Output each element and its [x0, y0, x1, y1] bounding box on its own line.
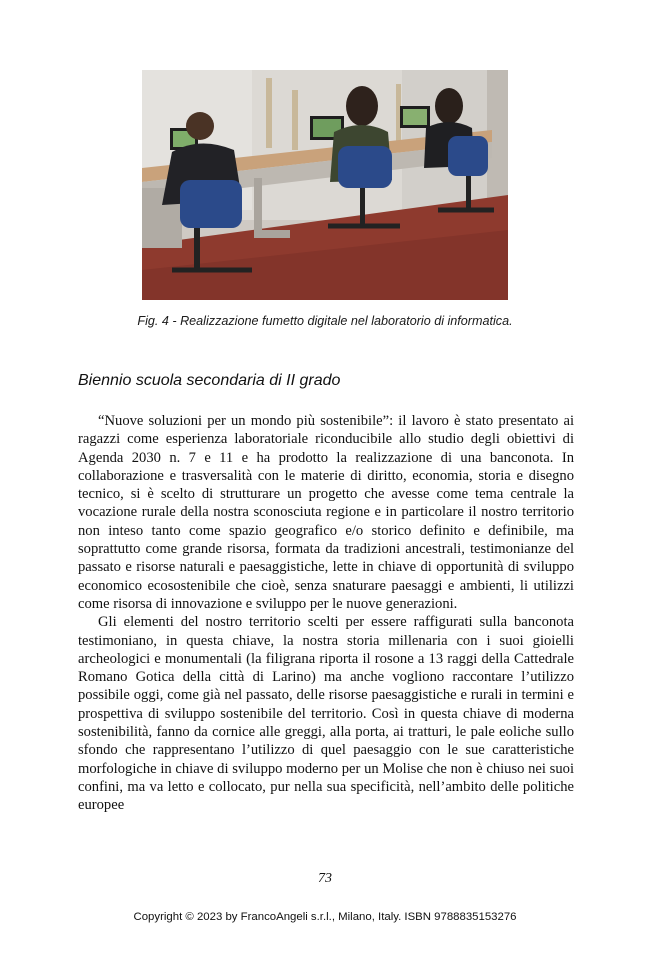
body-text — [78, 412, 574, 815]
figure-photo-computer-lab — [142, 70, 508, 300]
section-heading: Biennio scuola secondaria di II grado — [78, 372, 341, 389]
page-number: 73 — [318, 871, 332, 886]
paragraph: Gli elementi del nostro territorio scelti per essere raffigurati sulla banconota testimoniano, in questa chiave, la nostra storia millenaria con i suoi gioielli archeologici e monumentali (la filigrana riporta il rosone a 13 raggi della Cattedrale Romano Gotica della città di Larino) ma anche vogliono raccontare l’utilizzo possibile oggi, come già nel passato, delle risorse paesaggistiche e rurali in termini e prospettiva di sviluppo sostenibile del territorio. Così in questa chiave di moderna sostenibilità, fanno da cornice alle greggi, alla porta, ai tratturi, le pale eoliche sullo sfondo che rappresentano l’utilizzo di quel paesaggio con le sue caratteristiche morfologiche in chiave di sviluppo moderno per un Molise che non è chiuso nei suoi confini, ma va letto e collocato, pur nella sua specificità, nell’ambito delle politiche europee — [78, 614, 574, 814]
lab-photo-illustration — [142, 70, 508, 300]
paragraph: “Nuove soluzioni per un mondo più sostenibile”: il lavoro è stato presentato ai ragazzi come esperienza laboratoriale riconducibile allo studio degli obiettivi di Agenda 2030 n. 7 e 11 e ha prodotto la realizzazione di una banconota. In collaborazione e trasversalità con le materie di diritto, economia, storia e disegno tecnico, si è scelto di strutturare un progetto che avesse come tema centrale la vocazione rurale della nostra sconosciuta regione e in particolare il nostro territorio non inteso tanto come spazio geografico e/o storico definito e definibile, ma soprattutto come grande risorsa, formata da tradizioni ancestrali, testimonianze del passato e risorse naturali e paesaggistiche, lette in chiave di opportunità di sviluppo economico ecosostenibile che cioè, senza snaturare paesaggi e ambienti, li utilizzi come risorsa di innovazione e sviluppo per le nuove generazioni. — [78, 413, 574, 612]
figure-caption: Fig. 4 - Realizzazione fumetto digitale nel laboratorio di informatica. — [137, 314, 513, 328]
copyright-notice: Copyright © 2023 by FrancoAngeli s.r.l., Milano, Italy. ISBN 9788835153276 — [133, 911, 517, 923]
